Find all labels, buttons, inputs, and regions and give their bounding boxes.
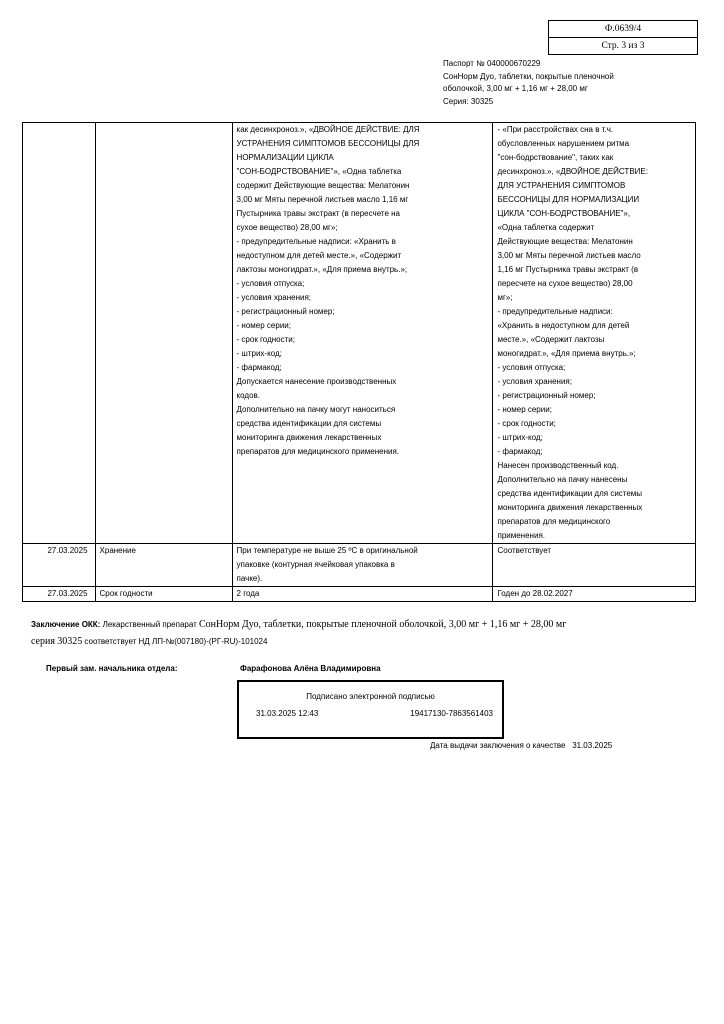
result-line: - штрих-код;	[497, 433, 543, 442]
requirement-line: Дополнительно на пачку могут наноситься	[236, 405, 396, 414]
result-line: применения.	[497, 531, 545, 540]
conclusion-series-value: 30325	[57, 636, 83, 647]
requirement-line: "СОН-БОДРСТВОВАНИЕ"», «Одна таблетка	[236, 167, 402, 176]
row2-requirement	[232, 544, 493, 587]
result-line: мг»;	[497, 293, 513, 302]
conclusion-prefix: Лекарственный препарат	[100, 620, 200, 629]
result-line: - «При расстройствах сна в т.ч.	[497, 125, 614, 134]
requirement-line: - срок годности;	[236, 335, 295, 344]
electronic-signature-stamp	[237, 680, 504, 739]
result-line: - срок годности;	[497, 419, 556, 428]
requirement-line: - штрих-код;	[236, 349, 282, 358]
requirement-line: мониторинга движения лекарственных	[236, 433, 382, 442]
passport-number: Паспорт № 040000670229	[443, 59, 541, 68]
table-row	[23, 587, 696, 602]
requirement-line: пачке).	[236, 574, 263, 583]
result-line: «Одна таблетка содержит	[497, 223, 595, 232]
table-row	[23, 123, 696, 544]
row1-result	[493, 123, 696, 544]
conclusion-label: Заключение ОКК:	[31, 620, 101, 629]
result-line: - номер серии;	[497, 405, 552, 414]
result-line: Нанесен производственный код.	[497, 461, 619, 470]
result-line: средства идентификации для системы	[497, 489, 643, 498]
result-line: десинхроноз.», «ДВОЙНОЕ ДЕЙСТВИЕ:	[497, 167, 648, 176]
row2-name: Хранение	[95, 544, 232, 587]
quality-table	[22, 122, 696, 602]
result-line: месте.», «Содержит лактозы	[497, 335, 605, 344]
row2-requirement-lines	[237, 544, 489, 586]
result-line: препаратов для медицинского	[497, 517, 611, 526]
result-line: моногидрат.», «Для приема внутрь.»;	[497, 349, 636, 358]
row1-requirement	[232, 123, 493, 544]
requirement-line: УСТРАНЕНИЯ СИМПТОМОВ БЕССОНИЦЫ ДЛЯ	[236, 139, 420, 148]
requirement-line: - регистрационный номер;	[236, 307, 335, 316]
conclusion-line2	[31, 633, 711, 650]
table-row	[23, 544, 696, 587]
passport-product-line1: СонНорм Дуо, таблетки, покрытые пленочной	[443, 71, 614, 81]
result-line: Действующие вещества: Мелатонин	[497, 237, 633, 246]
requirement-line: лактозы моногидрат.», «Для приема внутрь.»;	[236, 265, 408, 274]
result-line: "сон-бодрствование", таких как	[497, 153, 614, 162]
stamp-datetime: 31.03.2025 12:43	[256, 709, 319, 718]
conclusion	[31, 616, 711, 650]
result-line: 3,00 мг Мяты перечной листьев масло	[497, 251, 641, 260]
result-line: - условия хранения;	[497, 377, 572, 386]
row1-result-lines	[497, 123, 691, 543]
requirement-line: средства идентификации для системы	[236, 419, 382, 428]
result-line: ДЛЯ УСТРАНЕНИЯ СИМПТОМОВ	[497, 181, 626, 190]
conclusion-series-label: серия	[31, 636, 55, 647]
result-line: обусловленных нарушением ритма	[497, 139, 630, 148]
row1-name	[95, 123, 232, 544]
form-code: Ф.0639/4	[604, 24, 642, 34]
passport-product-line2: оболочкой, 3,00 мг + 1,16 мг + 28,00 мг	[443, 84, 588, 93]
form-code-box	[548, 20, 698, 55]
row2-result: Соответствует	[493, 544, 696, 587]
requirement-line: препаратов для медицинского применения.	[236, 447, 400, 456]
requirement-line: - номер серии;	[236, 321, 291, 330]
conclusion-line1	[31, 616, 711, 633]
passport-series: Серия: 30325	[443, 96, 494, 106]
row1-requirement-lines	[237, 123, 489, 459]
result-line: ЦИКЛА "СОН-БОДРСТВОВАНИЕ"»,	[497, 209, 631, 218]
requirement-line: - фармакод;	[236, 363, 282, 372]
row1-date	[23, 123, 96, 544]
signer-title: Первый зам. начальника отдела:	[46, 664, 178, 673]
row3-requirement: 2 года	[232, 587, 493, 602]
result-line: «Хранить в недоступном для детей	[497, 321, 630, 330]
result-line: - условия отпуска;	[497, 363, 566, 372]
issue-date-label: Дата выдачи заключения о качестве	[430, 741, 566, 750]
result-line: - регистрационный номер;	[497, 391, 596, 400]
issue-date-value: 31.03.2025	[572, 741, 613, 750]
requirement-line: Пустырника травы экстракт (в пересчете на	[236, 209, 400, 218]
result-line: Дополнительно на пачку нанесены	[497, 475, 628, 484]
requirement-line: сухое вещество) 28,00 мг»;	[236, 223, 338, 232]
row3-date: 27.03.2025	[23, 587, 96, 602]
conclusion-suffix: соответствует НД ЛП-№(007180)-(РГ-RU)-101024	[82, 637, 268, 646]
requirement-line: как десинхроноз.», «ДВОЙНОЕ ДЕЙСТВИЕ: ДЛЯ	[236, 125, 420, 134]
conclusion-product: СонНорм Дуо, таблетки, покрытые пленочной оболочкой, 3,00 мг + 1,16 мг + 28,00 мг	[199, 619, 567, 630]
stamp-certificate: 19417130-7863561403	[410, 709, 493, 718]
result-line: - фармакод;	[497, 447, 543, 456]
passport-block	[443, 58, 703, 108]
issue-date	[430, 741, 612, 750]
result-line: 1,16 мг Пустырника травы экстракт (в	[497, 265, 639, 274]
row3-name: Срок годности	[95, 587, 232, 602]
result-line: пересчете на сухое вещество) 28,00	[497, 279, 633, 288]
row2-date: 27.03.2025	[23, 544, 96, 587]
requirement-line: При температуре не выше 25 ºС в оригинальной	[236, 546, 418, 555]
result-line: БЕССОНИЦЫ ДЛЯ НОРМАЛИЗАЦИИ	[497, 195, 640, 204]
requirement-line: - условия отпуска;	[236, 279, 305, 288]
requirement-line: содержит Действующие вещества: Мелатонин	[236, 181, 410, 190]
result-line: мониторинга движения лекарственных	[497, 503, 643, 512]
requirement-line: упаковке (контурная ячейковая упаковка в	[236, 560, 395, 569]
requirement-line: Допускается нанесение производственных	[236, 377, 397, 386]
row3-result: Годен до 28.02.2027	[493, 587, 696, 602]
requirement-line: кодов.	[236, 391, 260, 400]
signer-name: Фарафонова Алёна Владимировна	[240, 664, 381, 673]
result-line: - предупредительные надписи:	[497, 307, 613, 316]
requirement-line: - условия хранения;	[236, 293, 312, 302]
requirement-line: недоступном для детей месте.», «Содержит	[236, 251, 402, 260]
stamp-title: Подписано электронной подписью	[306, 692, 435, 701]
page-number: Стр. 3 из 3	[549, 37, 697, 54]
requirement-line: НОРМАЛИЗАЦИИ ЦИКЛА	[236, 153, 334, 162]
requirement-line: - предупредительные надписи: «Хранить в	[236, 237, 396, 246]
requirement-line: 3,00 мг Мяты перечной листьев масло 1,16 мг	[236, 195, 409, 204]
